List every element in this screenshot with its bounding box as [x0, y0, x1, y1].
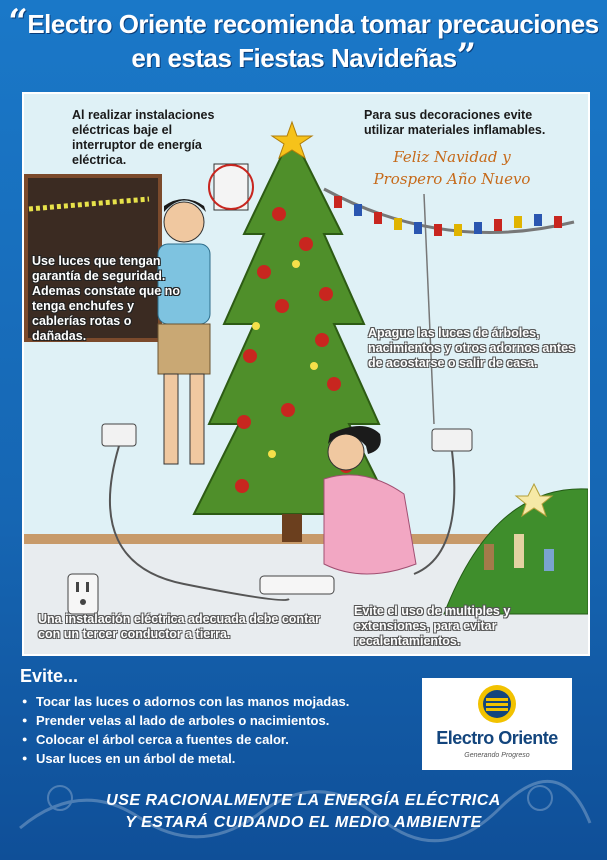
wall-outlet-left — [102, 424, 136, 446]
poster-title: “Electro Oriente recomienda tomar precauciones en estas Fiestas Navideñas” — [8, 2, 599, 76]
logo-mark-icon — [477, 684, 517, 724]
evite-item: ● Prender velas al lado de arboles o nacimientos. — [22, 711, 412, 730]
tip-interruptor: Al realizar instalaciones eléctricas baje el interruptor de energía eléctrica. — [72, 108, 215, 167]
tip-inflamables: Para sus decoraciones evite utilizar materiales inflamables. — [364, 108, 546, 137]
tip-tierra: Una instalación eléctrica adecuada debe contar con un tercer conductor a tierra. — [38, 612, 321, 641]
evite-list — [22, 692, 412, 768]
title-line-2: en estas Fiestas Navideñas — [131, 43, 457, 73]
greeting-line-2: Prospero Año Nuevo — [373, 170, 531, 188]
power-strip — [260, 576, 334, 594]
evite-item: ● Tocar las luces o adornos con las manos mojadas. — [22, 692, 412, 711]
evite-item: ● Colocar el árbol cerca a fuentes de calor. — [22, 730, 412, 749]
slogan — [0, 790, 607, 834]
greeting — [372, 146, 532, 190]
slogan-line-2: Y ESTARÁ CUIDANDO EL MEDIO AMBIENTE — [125, 814, 482, 831]
slogan-line-1: USE RACIONALMENTE LA ENERGÍA ELÉCTRICA — [106, 792, 501, 809]
illustration-scene — [22, 92, 590, 656]
woman-figure — [324, 426, 416, 574]
title-line-1: Electro Oriente recomienda tomar precauciones — [27, 9, 599, 39]
electro-oriente-logo — [422, 678, 572, 770]
ground-plug-icon — [68, 574, 98, 614]
tip-luces-garantia: Use luces que tengan garantía de seguridad. Ademas constate que no tenga enchufes y cablerías rotas o dañadas. — [32, 254, 180, 343]
evite-title: Evite... — [20, 666, 79, 686]
tip-multiples: Evite el uso de multiples y extensiones, para evitar recalentamientos. — [354, 604, 511, 648]
greeting-line-1: Feliz Navidad y — [393, 148, 511, 166]
logo-tagline: Generando Progreso — [464, 752, 530, 759]
evite-item: ● Usar luces en un árbol de metal. — [22, 749, 412, 768]
logo-name: Electro Oriente — [436, 728, 558, 748]
footer-section — [0, 660, 607, 860]
breaker-panel — [214, 164, 248, 210]
wall-outlet-right — [432, 429, 472, 451]
nativity-scene — [444, 484, 588, 614]
tip-apague: Apague las luces de árboles, nacimientos y otros adornos antes de acostarse o salir de casa. — [368, 326, 575, 370]
